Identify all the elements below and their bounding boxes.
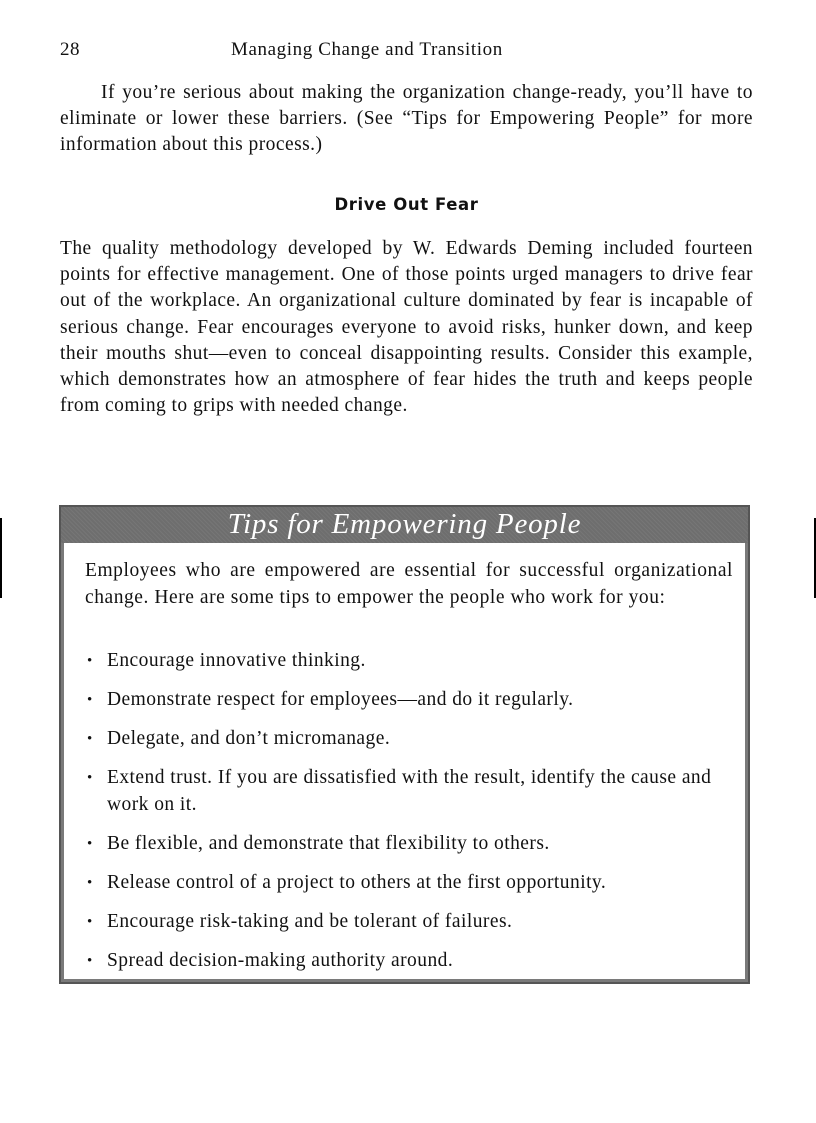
section-paragraph: The quality methodology developed by W. Edwards Deming included fourteen points for effective management. One of those points urged managers to drive fear out of the workplace. An organizational culture dominated by fear is incapable of serious change. Fear encourages everyone to avoid risks, hunker down, and keep their mouths shut—even to conceal disappointing results. Consider this example, which demonstrates how an atmosphere of fear hides the truth and keeps people from coming to grips with needed change. <box>60 238 753 417</box>
tip-text: Release control of a project to others at the first opportunity. <box>107 871 607 893</box>
bullet-icon: • <box>87 692 93 708</box>
page-number: 28 <box>60 39 80 60</box>
bullet-icon: • <box>87 952 93 969</box>
list-item <box>85 687 735 714</box>
intro-paragraph: If you’re serious about making the organization change-ready, you’ll have to eliminate or lower these barriers. (See “Tips for Empowering People” for more information about this process.) <box>60 82 753 156</box>
bullet-icon: • <box>87 835 93 852</box>
list-item <box>85 909 735 936</box>
tip-text: Encourage risk-taking and be tolerant of failures. <box>107 910 513 932</box>
tip-text: Spread decision-making authority around. <box>107 949 454 971</box>
tips-sidebar-box <box>59 505 750 984</box>
section-heading: Drive Out Fear <box>334 195 479 214</box>
tips-list <box>85 648 735 987</box>
tips-intro-paragraph: Employees who are empowered are essential for successful organizational change. Here are some tips to empower the people who work for you: <box>85 560 733 608</box>
bullet-icon: • <box>87 874 93 891</box>
bullet-icon: • <box>87 653 93 669</box>
bullet-icon: • <box>87 913 93 930</box>
tip-text: Demonstrate respect for employees—and do it regularly. <box>107 689 574 710</box>
tip-text: Be flexible, and demonstrate that flexibility to others. <box>107 832 550 854</box>
left-margin-mark <box>0 518 2 598</box>
bullet-icon: • <box>87 731 93 747</box>
list-item <box>85 870 735 897</box>
list-item <box>85 831 735 858</box>
tip-text: Encourage innovative thinking. <box>107 650 366 671</box>
bullet-icon: • <box>87 770 93 786</box>
tips-title: Tips for Empowering People <box>227 507 582 540</box>
list-item <box>85 726 735 753</box>
list-item <box>85 948 735 975</box>
tips-content <box>61 543 748 982</box>
running-header-title: Managing Change and Transition <box>231 39 503 60</box>
list-item <box>85 765 735 818</box>
tip-text: Delegate, and don’t micromanage. <box>107 728 391 749</box>
list-item <box>85 648 735 675</box>
tip-text: Extend trust. If you are dissatisfied with the result, identify the cause and work on it. <box>107 767 712 815</box>
tips-header-bar <box>61 507 748 543</box>
